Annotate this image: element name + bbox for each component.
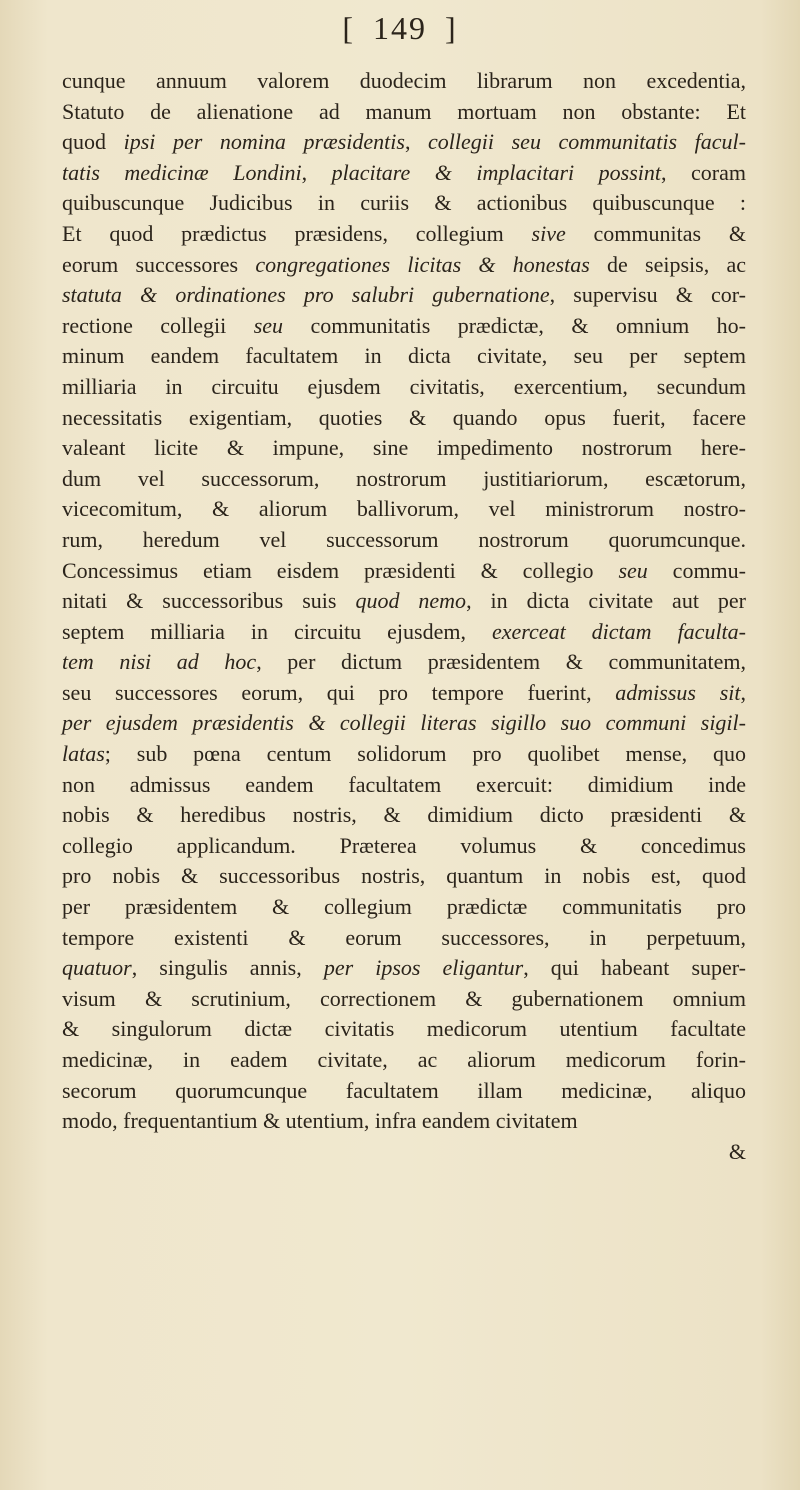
text-segment: non admissus eandem facultatem exercuit: dimidium inde [62, 771, 746, 797]
text-line [62, 66, 746, 97]
text-segment: dum vel successorum, nostrorum justitiariorum, escætorum, [62, 465, 746, 491]
text-segment: necessitatis exigentiam, quoties & quando opus fuerit, facere [62, 404, 746, 430]
text-line [62, 494, 746, 525]
text-segment: vicecomitum, & aliorum ballivorum, vel ministrorum nostro- [62, 496, 746, 522]
italic-segment: exerceat dictam faculta- [492, 618, 746, 644]
text-line [62, 433, 746, 464]
text-segment: pro nobis & successoribus nostris, quantum in nobis est, quod [62, 863, 746, 889]
text-line [62, 586, 746, 617]
text-segment: , coram [661, 159, 746, 185]
text-line [62, 158, 746, 189]
text-line [62, 953, 746, 984]
text-segment: de seipsis, ac [589, 251, 746, 277]
italic-segment: placitare & implacitari possint [331, 159, 662, 185]
text-line [62, 984, 746, 1015]
italic-segment: latas [62, 741, 105, 767]
text-segment: communitas & [565, 220, 746, 246]
text-segment: Et quod prædictus præsidens, collegium [62, 220, 532, 246]
text-body [62, 66, 746, 1167]
italic-segment: ipsi per nomina præsidentis [123, 129, 405, 155]
text-segment: minum eandem facultatem in dicta civitate, seu per septem [62, 343, 746, 369]
text-segment: , in dicta civitate aut per [466, 588, 746, 614]
text-segment: tempore existenti & eorum successores, in perpetuum, [62, 924, 746, 950]
text-segment: Concessimus etiam eisdem præsidenti & collegio [62, 557, 619, 583]
text-segment: & [728, 1138, 746, 1164]
text-line [62, 708, 746, 739]
text-segment: cunque annuum valorem duodecim librarum non excedentia, [62, 68, 746, 93]
text-line [62, 647, 746, 678]
text-line [62, 250, 746, 281]
text-segment: collegio applicandum. Præterea volumus & concedimus [62, 832, 746, 858]
text-segment: , per dictum præsidentem & communitatem, [256, 649, 746, 675]
italic-segment: collegii seu communitatis facul- [428, 129, 746, 155]
close-bracket: ] [445, 10, 458, 46]
text-segment: rectione collegii [62, 312, 254, 338]
italic-segment: tatis medicinæ Londini [62, 159, 302, 185]
text-segment: Statuto de alienatione ad manum mortuam non obstante: Et [62, 98, 746, 124]
text-line [62, 617, 746, 648]
text-segment: quibuscunque Judicibus in curiis & actionibus quibuscunque : [62, 190, 746, 216]
text-segment: visum & scrutinium, correctionem & gubernationem omnium [62, 985, 746, 1011]
text-line [62, 1106, 746, 1137]
text-line [62, 770, 746, 801]
text-line [62, 403, 746, 434]
text-segment: modo, frequentantium & utentium, infra eandem civitatem [62, 1108, 578, 1134]
italic-segment: seu [253, 312, 284, 338]
text-segment: nobis & heredibus nostris, & dimidium dicto præsidenti & [62, 802, 746, 828]
text-segment: medicinæ, in eadem civitate, ac aliorum medicorum forin- [62, 1047, 746, 1072]
italic-segment: admissus sit [615, 679, 741, 705]
text-line [62, 525, 746, 556]
italic-segment: per ejusdem præsidentis & collegii literas sigillo suo communi sigil- [62, 710, 746, 736]
italic-segment: per ipsos eligantur [323, 955, 524, 981]
text-line [62, 923, 746, 954]
text-segment: commu- [647, 557, 746, 583]
text-line [62, 831, 746, 862]
text-line [62, 1045, 746, 1076]
text-segment: , [740, 679, 746, 705]
text-segment: septem milliaria in circuitu ejusdem, [62, 618, 492, 644]
text-segment: quod [62, 129, 124, 155]
text-segment: , qui habeant super- [523, 955, 747, 981]
italic-segment: sive [531, 220, 566, 246]
text-segment: ; sub pœna centum solidorum pro quolibet mense, quo [104, 741, 746, 767]
page-header [0, 10, 800, 47]
text-line [62, 739, 746, 770]
text-line [62, 97, 746, 128]
text-line [62, 127, 746, 158]
italic-segment: quatuor [62, 955, 132, 981]
text-line [62, 280, 746, 311]
text-segment: eorum successores [62, 251, 256, 277]
text-segment: , supervisu & cor- [549, 282, 746, 308]
text-segment: milliaria in circuitu ejusdem civitatis, exercentium, secundum [62, 373, 746, 399]
text-line [62, 892, 746, 923]
text-line [62, 556, 746, 587]
text-line [62, 341, 746, 372]
italic-segment: quod nemo [355, 588, 467, 614]
text-segment: secorum quorumcunque facultatem illam medicinæ, aliquo [62, 1077, 746, 1103]
text-line [62, 1014, 746, 1045]
text-line [62, 800, 746, 831]
open-bracket: [ [342, 10, 355, 46]
catchword [62, 1137, 746, 1168]
text-segment: , singulis annis, [131, 955, 324, 981]
text-segment: nitati & successoribus suis [62, 588, 356, 614]
italic-segment: statuta & ordinationes pro salubri gubernatione [62, 282, 550, 308]
text-segment: & singulorum dictæ civitatis medicorum utentium facultate [62, 1016, 746, 1042]
text-line [62, 219, 746, 250]
text-segment: per præsidentem & collegium prædictæ communitatis pro [62, 894, 746, 920]
text-segment: , [301, 159, 332, 185]
page-number: 149 [373, 10, 427, 46]
text-line [62, 372, 746, 403]
text-line [62, 1076, 746, 1107]
text-line [62, 188, 746, 219]
text-segment: seu successores eorum, qui pro tempore fuerint, [62, 679, 616, 705]
text-line [62, 861, 746, 892]
text-line [62, 311, 746, 342]
text-segment: , [404, 129, 429, 155]
text-segment: rum, heredum vel successorum nostrorum quorumcunque. [62, 526, 746, 552]
text-line [62, 678, 746, 709]
text-segment: communitatis prædictæ, & omnium ho- [283, 312, 747, 338]
italic-segment: seu [618, 557, 648, 583]
italic-segment: congregationes licitas & honestas [255, 251, 590, 277]
text-segment: valeant licite & impune, sine impedimento nostrorum here- [62, 435, 746, 461]
text-line [62, 464, 746, 495]
italic-segment: tem nisi ad hoc [62, 649, 257, 675]
